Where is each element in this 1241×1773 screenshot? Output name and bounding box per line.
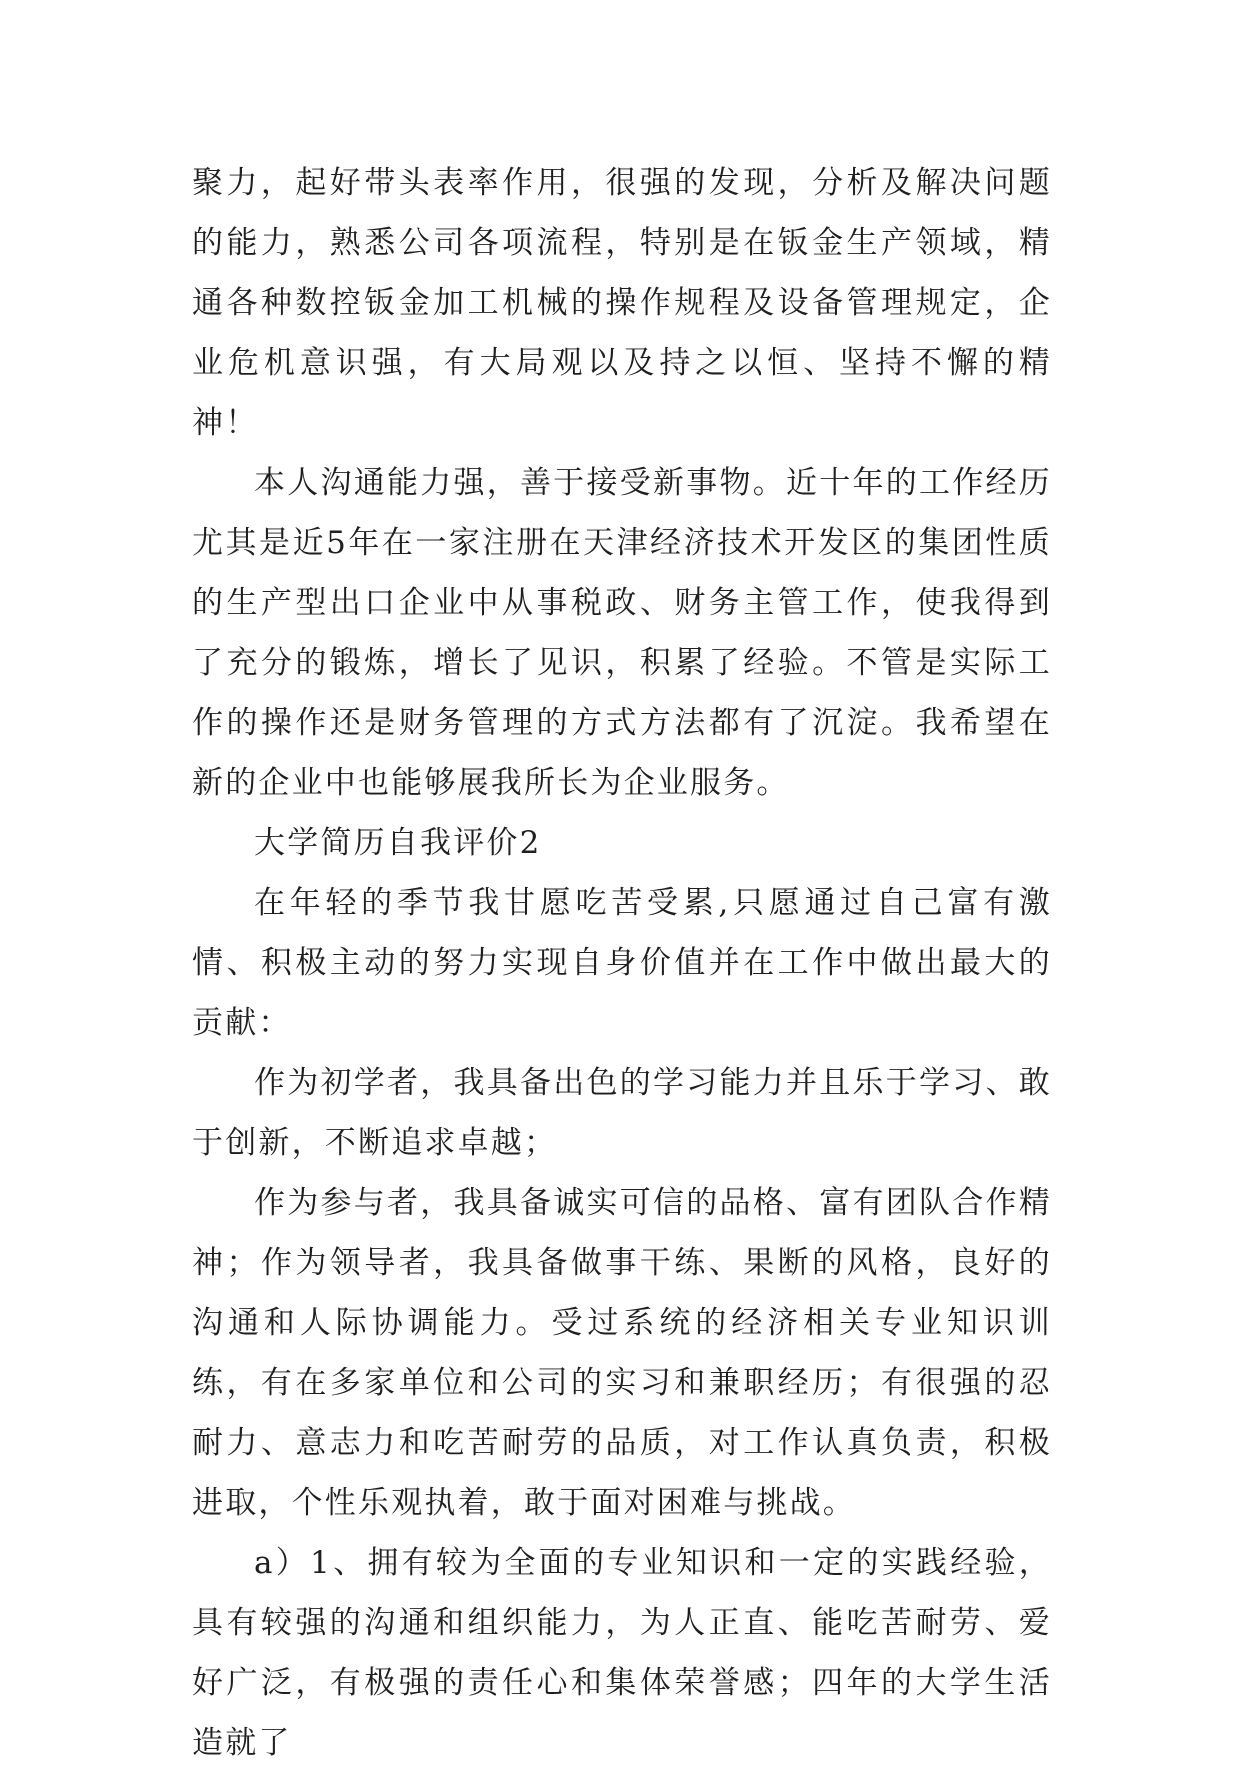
paragraph-continuation: 聚力，起好带头表率作用，很强的发现，分析及解决问题的能力，熟悉公司各项流程，特别是在钣金生产领域，精通各种数控钣金加工机械的操作规程及设备管理规定，企业危机意识强，有大局观以及持之以恒、坚持不懈的精神！ — [192, 165, 1052, 441]
paragraph-communication: 本人沟通能力强，善于接受新事物。近十年的工作经历尤其是近5年在一家注册在天津经济技术开发区的集团性质的生产型出口企业中从事税政、财务主管工作，使我得到了充分的锻炼，增长了见识，积累了经验。不管是实际工作的操作还是财务管理的方式方法都有了沉淀。我希望在新的企业中也能够展我所长为企业服务。 — [192, 465, 1052, 801]
paragraph-participant: 作为参与者，我具备诚实可信的品格、富有团队合作精神；作为领导者，我具备做事干练、果断的风格，良好的沟通和人际协调能力。受过系统的经济相关专业知识训练，有在多家单位和公司的实习和兼职经历；有很强的忍耐力、意志力和吃苦耐劳的品质，对工作认真负责，积极进取，个性乐观执着，敢于面对困难与挑战。 — [192, 1185, 1052, 1521]
paragraph-list-item: a）1、拥有较为全面的专业知识和一定的实践经验，具有较强的沟通和组织能力，为人正直、能吃苦耐劳、爱好广泛，有极强的责任心和集体荣誉感；四年的大学生活造就了 — [192, 1545, 1052, 1761]
paragraph-youth: 在年轻的季节我甘愿吃苦受累,只愿通过自己富有激情、积极主动的努力实现自身价值并在工作中做出最大的贡献： — [192, 885, 1052, 1041]
paragraph-beginner: 作为初学者，我具备出色的学习能力并且乐于学习、敢于创新，不断追求卓越； — [192, 1065, 1052, 1161]
section-heading: 大学简历自我评价2 — [254, 825, 542, 861]
document-body — [192, 153, 1052, 1773]
